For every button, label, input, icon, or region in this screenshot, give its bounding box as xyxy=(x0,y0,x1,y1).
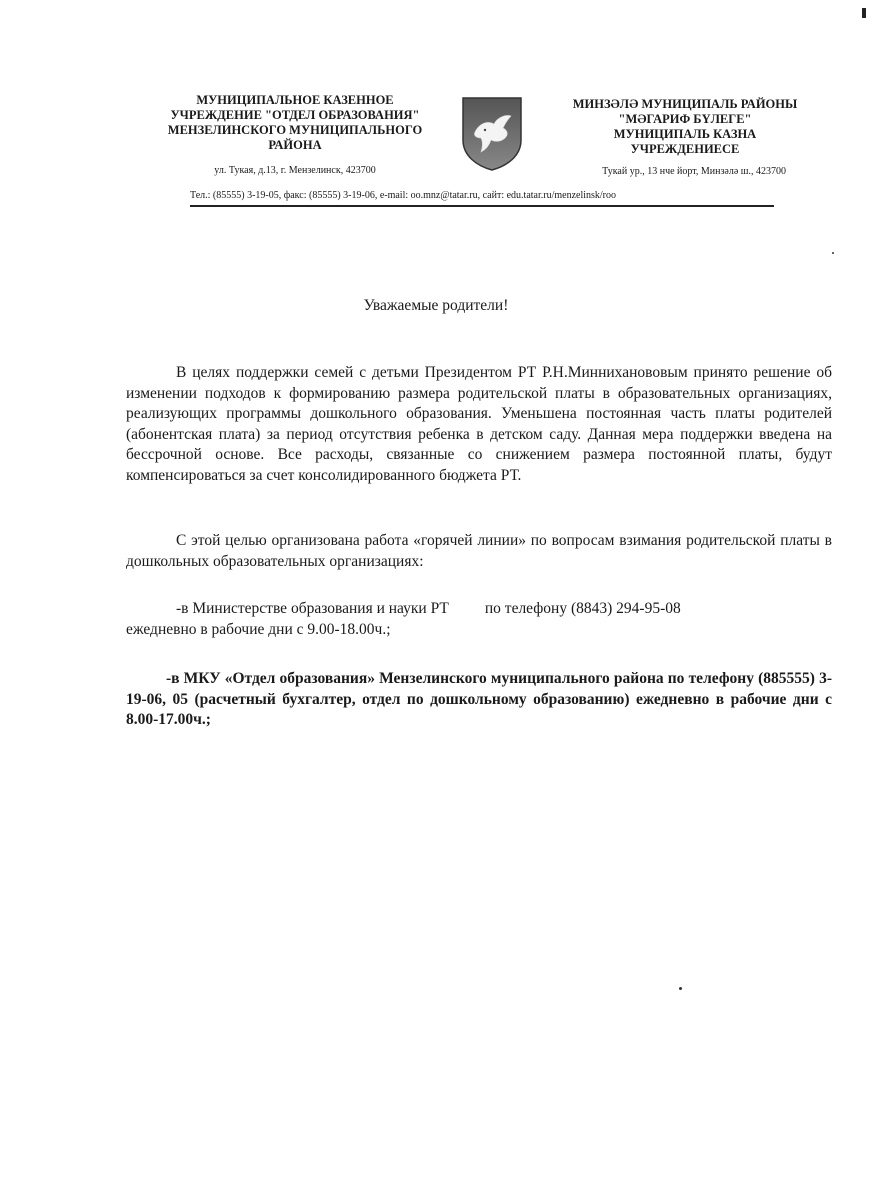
org-address: Тукай ур., 13 нче йорт, Минзәлә ш., 423700 xyxy=(602,166,786,177)
org-name-line: МУНИЦИПАЛЬНОЕ КАЗЕННОЕ xyxy=(196,93,394,107)
body-paragraph: С этой целью организована работа «горячей линии» по вопросам взимания родительской платы в дошкольных образовательных организациях: xyxy=(126,532,832,570)
scan-artifact xyxy=(679,987,682,990)
org-name-line: МЕНЗЕЛИНСКОГО МУНИЦИПАЛЬНОГО xyxy=(167,123,423,137)
hotline-ministry-line xyxy=(126,599,832,620)
salutation: Уважаемые родители! xyxy=(363,297,509,314)
hotline-department: -в МКУ «Отдел образования» Мензелинского муниципального района по телефону (885555) 3-19-06, 05 (расчетный бухгалтер, отдел по дошкольному образованию) ежедневно в рабочие дни с 8.00-17.00ч.; xyxy=(126,670,832,728)
hotline-ministry-org: -в Министерстве образования и науки РТ xyxy=(176,600,449,617)
org-name-line: МУНИЦИПАЛЬ КАЗНА xyxy=(613,127,757,141)
hotline-ministry-phone: по телефону (8843) 294-95-08 xyxy=(484,600,681,617)
org-name-line: УЧРЕЖДЕНИЕСЕ xyxy=(630,142,740,156)
org-name-line: УЧРЕЖДЕНИЕ "ОТДЕЛ ОБРАЗОВАНИЯ" xyxy=(170,108,420,122)
org-name-line: МИНЗӘЛӘ МУНИЦИПАЛЬ РАЙОНЫ xyxy=(572,97,798,111)
scan-artifact xyxy=(862,8,866,18)
hotline-ministry xyxy=(126,599,832,640)
org-name-line: "МӘГАРИФ БҮЛЕГЕ" xyxy=(618,112,752,126)
org-address: ул. Тукая, д.13, г. Мензелинск, 423700 xyxy=(214,165,376,176)
body-paragraph: В целях поддержки семей с детьми Президентом РТ Р.Н.Минниханововым принято решение об изменении подходов к формированию размера родительской платы в образовательных организациях, реализующих программы дошкольного образования. Уменьшена постоянная часть платы родителей (абонентская плата) за период отсутствия ребенка в детском саду. Данная мера поддержки введена на бессрочной основе. Все расходы, связанные со снижением размера постоянной платы, будут компенсироваться за счет консолидированного бюджета РТ. xyxy=(126,364,832,484)
coat-of-arms-emblem xyxy=(461,96,523,172)
org-name-line: РАЙОНА xyxy=(268,138,322,152)
letterhead-right xyxy=(540,97,830,179)
letterhead-divider xyxy=(190,205,774,207)
hotline-ministry-hours: ежедневно в рабочие дни с 9.00-18.00ч.; xyxy=(126,620,391,638)
letterhead-left xyxy=(140,93,450,178)
scan-artifact xyxy=(832,252,834,254)
contact-line: Тел.: (85555) 3-19-05, факс: (85555) 3-19-06, e-mail: oo.mnz@tatar.ru, сайт: edu.tatar.ru/menzelinsk/roo xyxy=(190,190,617,201)
